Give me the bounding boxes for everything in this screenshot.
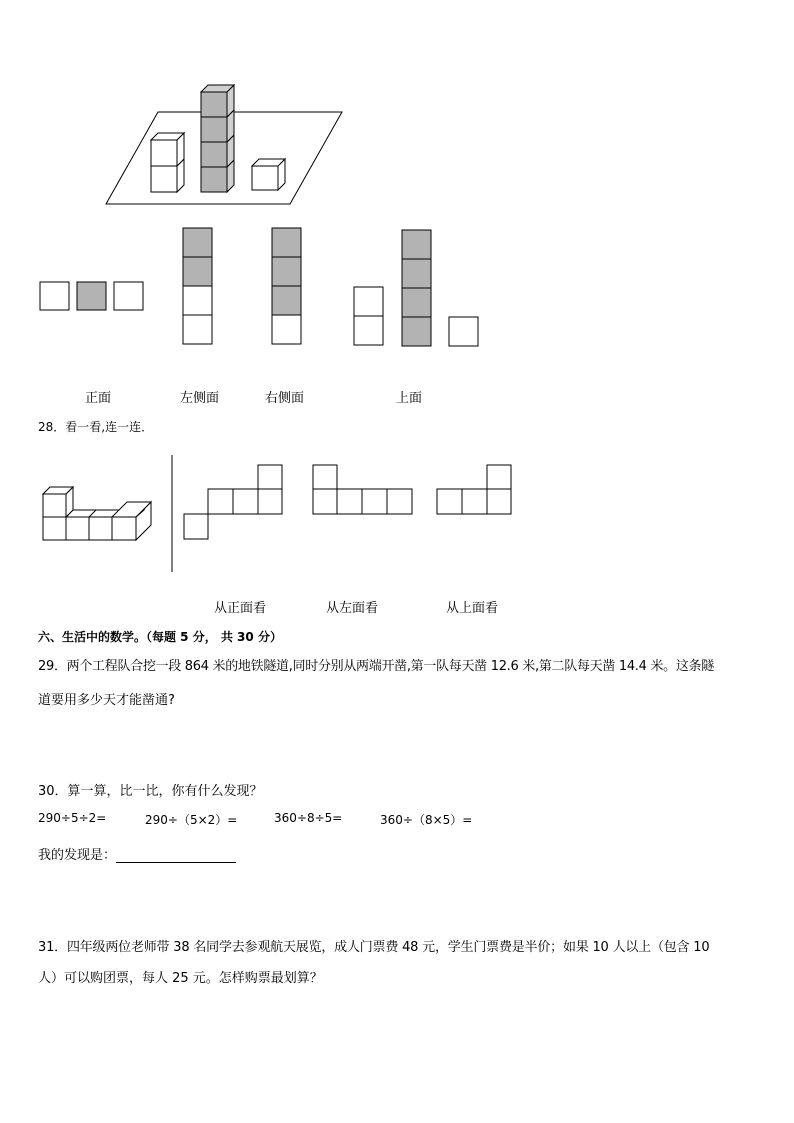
cube-stack-figure: [0, 0, 794, 220]
q28-label-top: 从上面看: [446, 601, 499, 616]
q28-title: 28．看一看,连一连．: [38, 420, 154, 434]
q30-discovery-label: 我的发现是：: [38, 848, 117, 863]
q28-view-option-2: [313, 465, 412, 514]
q28-figure: [0, 450, 794, 580]
q31-text-line2: 人）可以购团票，每人 25 元。怎样购票最划算？: [38, 971, 323, 986]
q30-discovery-row: [38, 844, 236, 863]
single-cube: [252, 159, 285, 190]
q31-text-line1: 31．四年级两位老师带 38 名同学去参观航天展览，成人门票费 48 元，学生门票费是半价；如果 10 人以上（包含 10: [38, 940, 710, 955]
left-side-view-squares: [183, 228, 212, 344]
q30-expression-2: 290÷（5×2）=: [145, 813, 238, 827]
q30-expression-3: 360÷8÷5=: [274, 811, 343, 825]
q28-label-front: 从正面看: [214, 601, 267, 616]
left-two-cube-stack: [151, 133, 184, 192]
q29-text-line1: 29．两个工程队合挖一段 864 米的地铁隧道,同时分别从两端开凿,第一队每天凿 12.6 米,第二队每天凿 14.4 米。这条隧: [38, 659, 714, 674]
view-label-top: 上面: [396, 391, 423, 406]
q30-expression-1: 290÷5÷2=: [38, 811, 107, 825]
q30-title: 30．算一算，比一比，你有什么发现？: [38, 784, 263, 799]
right-side-view-squares: [272, 228, 301, 344]
q28-3d-shape: [43, 487, 151, 540]
view-label-left-side: 左侧面: [180, 391, 220, 406]
front-view-squares: [40, 282, 143, 310]
section6-heading: 六、生活中的数学。（每题 5 分， 共 30 分）: [38, 630, 282, 644]
view-label-right-side: 右侧面: [265, 391, 305, 406]
q30-expression-4: 360÷（8×5）=: [380, 813, 473, 827]
view-label-front: 正面: [85, 391, 112, 406]
view-options-figure: [0, 220, 794, 360]
tall-four-cube-stack: [201, 85, 234, 192]
q28-label-left: 从左面看: [326, 601, 379, 616]
q29-text-line2: 道要用多少天才能凿通?: [38, 693, 175, 708]
q28-view-option-3: [437, 465, 511, 514]
q30-answer-blank[interactable]: [116, 848, 236, 863]
top-view-squares: [354, 230, 478, 346]
q28-view-option-1: [184, 465, 282, 539]
